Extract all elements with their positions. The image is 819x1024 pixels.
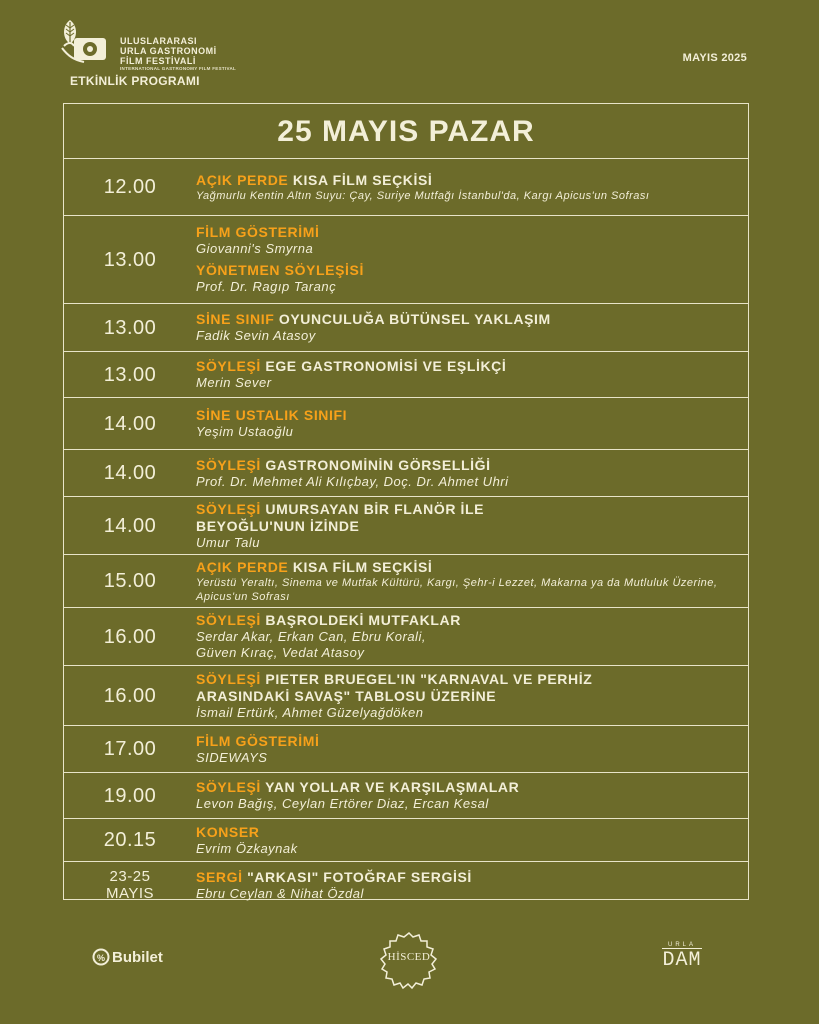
event-description: SIDEWAYS	[196, 749, 268, 765]
event-title: GASTRONOMİNİN GÖRSELLİĞİ	[260, 456, 491, 473]
event-time: 14.00	[103, 462, 157, 484]
event-content	[196, 819, 738, 861]
event-category: KONSER	[196, 823, 260, 840]
event-time	[64, 862, 196, 908]
event-content	[196, 216, 738, 303]
event-content	[196, 352, 738, 397]
event-category: SÖYLEŞİ	[196, 500, 261, 517]
event-description: Yeşim Ustaoğlu	[196, 424, 294, 439]
schedule-row	[64, 497, 748, 555]
event-heading	[196, 779, 738, 796]
event-category: SERGİ	[196, 868, 243, 885]
event-description: Fadik Sevin Atasoy	[196, 328, 316, 343]
event-title: EGE GASTRONOMİSİ VE EŞLİKÇİ	[260, 358, 507, 374]
event-category: SÖYLEŞİ	[196, 779, 261, 795]
logo-line-1: ULUSLARARASI	[120, 36, 197, 46]
event-time: 17.00	[103, 738, 157, 760]
event-category-2: YÖNETMEN SÖYLEŞİSİ	[196, 262, 364, 278]
event-description: İsmail Ertürk, Ahmet Güzelyağdöken	[196, 704, 424, 720]
event-time: 14.00	[103, 514, 157, 537]
event-time: 20.15	[103, 829, 157, 851]
event-time: 15.00	[103, 570, 157, 592]
event-date-range: 23-25	[109, 868, 151, 885]
month-label: MAYIS 2025	[682, 52, 747, 64]
leaf-film-icon	[58, 16, 116, 74]
event-time: 16.00	[103, 625, 157, 648]
schedule-row	[64, 819, 748, 862]
event-content	[196, 398, 738, 449]
event-description: Serdar Akar, Erkan Can, Ebru Korali,	[196, 629, 426, 644]
event-content	[196, 773, 738, 818]
event-heading	[196, 869, 738, 886]
schedule-table	[63, 103, 749, 900]
event-date-month: MAYIS	[105, 885, 155, 902]
event-content	[196, 862, 738, 908]
event-description: Merin Sever	[196, 375, 272, 390]
event-category: SÖYLEŞİ	[196, 456, 261, 473]
event-content	[196, 608, 738, 665]
event-category: SÖYLEŞİ	[196, 358, 261, 374]
bubilet-logo	[92, 948, 163, 966]
event-description-2: Prof. Dr. Ragıp Taranç	[196, 279, 337, 294]
svg-text:%: %	[96, 953, 106, 963]
bubilet-icon	[92, 948, 110, 966]
logo-line-2: URLA GASTRONOMİ	[120, 46, 217, 56]
event-heading	[196, 612, 738, 629]
event-content	[196, 555, 738, 607]
schedule-row	[64, 304, 748, 352]
event-category: AÇIK PERDE	[196, 558, 289, 575]
event-category: AÇIK PERDE	[196, 171, 289, 188]
event-heading	[196, 457, 738, 474]
schedule-row	[64, 398, 748, 450]
event-time: 13.00	[103, 316, 157, 339]
event-time: 13.00	[103, 248, 157, 271]
event-description: Umur Talu	[196, 534, 260, 550]
event-time: 12.00	[103, 176, 157, 198]
event-title: OYUNCULUĞA BÜTÜNSEL YAKLAŞIM	[274, 311, 551, 327]
event-title-line-2: BEYOĞLU'NUN İZİNDE	[196, 517, 360, 534]
event-description-line-2: Güven Kıraç, Vedat Atasoy	[196, 645, 365, 660]
schedule-row	[64, 666, 748, 726]
event-description: Evrim Özkaynak	[196, 840, 298, 856]
event-category: FİLM GÖSTERİMİ	[196, 732, 320, 749]
event-content	[196, 450, 738, 496]
event-content	[196, 159, 738, 215]
event-heading	[196, 311, 738, 328]
event-content	[196, 726, 738, 772]
event-category: SİNE USTALIK SINIFI	[196, 407, 348, 423]
schedule-row	[64, 608, 748, 666]
schedule-row	[64, 216, 748, 304]
event-time: 16.00	[103, 684, 157, 707]
schedule-row	[64, 159, 748, 216]
event-description: Ebru Ceylan & Nihat Özdal	[196, 885, 364, 901]
event-title: KISA FİLM SEÇKİSİ	[288, 171, 433, 188]
event-time: 19.00	[103, 784, 157, 807]
event-heading	[196, 671, 738, 688]
schedule-row	[64, 555, 748, 608]
event-heading	[196, 559, 738, 576]
event-title-line-2: ARASINDAKİ SAVAŞ" TABLOSU ÜZERİNE	[196, 687, 497, 704]
program-title: ETKİNLİK PROGRAMI	[70, 74, 200, 88]
event-content	[196, 304, 738, 351]
event-title: PIETER BRUEGEL'IN "KARNAVAL VE PERHİZ	[260, 670, 593, 687]
logo-text	[120, 36, 236, 72]
event-description: Giovanni's Smyrna	[196, 241, 314, 256]
event-description: Prof. Dr. Mehmet Ali Kılıçbay, Doç. Dr. Ahmet Uhri	[196, 473, 509, 489]
event-content	[196, 666, 738, 725]
logo-subtitle: INTERNATIONAL GASTRONOMY FILM FESTIVAL	[120, 66, 237, 71]
schedule-row	[64, 352, 748, 398]
event-description: Yağmurlu Kentin Altın Suyu: Çay, Suriye Mutfağı İstanbul'da, Kargı Apicus'un Sofrası	[196, 189, 650, 202]
day-title: 25 MAYIS PAZAR	[64, 104, 748, 159]
logo-line-3: FİLM FESTİVALİ	[120, 56, 196, 66]
event-title: BAŞROLDEKİ MUTFAKLAR	[260, 612, 461, 628]
schedule-row	[64, 862, 748, 908]
event-heading	[196, 501, 738, 518]
event-description: Yerüstü Yeraltı, Sinema ve Mutfak Kültürü, Kargı, Şehr-i Lezzet, Makarna ya da Mutluluk Üzerine, Apicus'un Sofrası	[196, 576, 718, 603]
bubilet-text: Bubilet	[112, 948, 163, 966]
event-time: 13.00	[103, 363, 157, 386]
schedule-row	[64, 450, 748, 497]
event-title: KISA FİLM SEÇKİSİ	[288, 558, 433, 575]
schedule-row	[64, 726, 748, 773]
event-heading	[196, 358, 738, 375]
event-time: 14.00	[103, 412, 157, 435]
hisced-text: HİSCED	[387, 951, 431, 963]
dam-text: DAM	[662, 949, 702, 972]
hisced-logo	[379, 931, 439, 991]
schedule-row	[64, 773, 748, 819]
event-title: UMURSAYAN BİR FLANÖR İLE	[260, 500, 485, 517]
urla-dam-logo	[662, 942, 702, 978]
event-content	[196, 497, 738, 554]
dam-top-text: URLA	[662, 942, 702, 949]
event-description: Levon Bağış, Ceylan Ertörer Diaz, Ercan Kesal	[196, 796, 489, 811]
event-category: SÖYLEŞİ	[196, 612, 261, 628]
event-heading	[196, 172, 738, 189]
event-title: YAN YOLLAR VE KARŞILAŞMALAR	[260, 779, 520, 795]
event-category: FİLM GÖSTERİMİ	[196, 224, 320, 240]
event-category: SİNE SINIF	[196, 311, 275, 327]
event-category: SÖYLEŞİ	[196, 670, 261, 687]
event-title: "ARKASI" FOTOĞRAF SERGİSİ	[242, 868, 472, 885]
